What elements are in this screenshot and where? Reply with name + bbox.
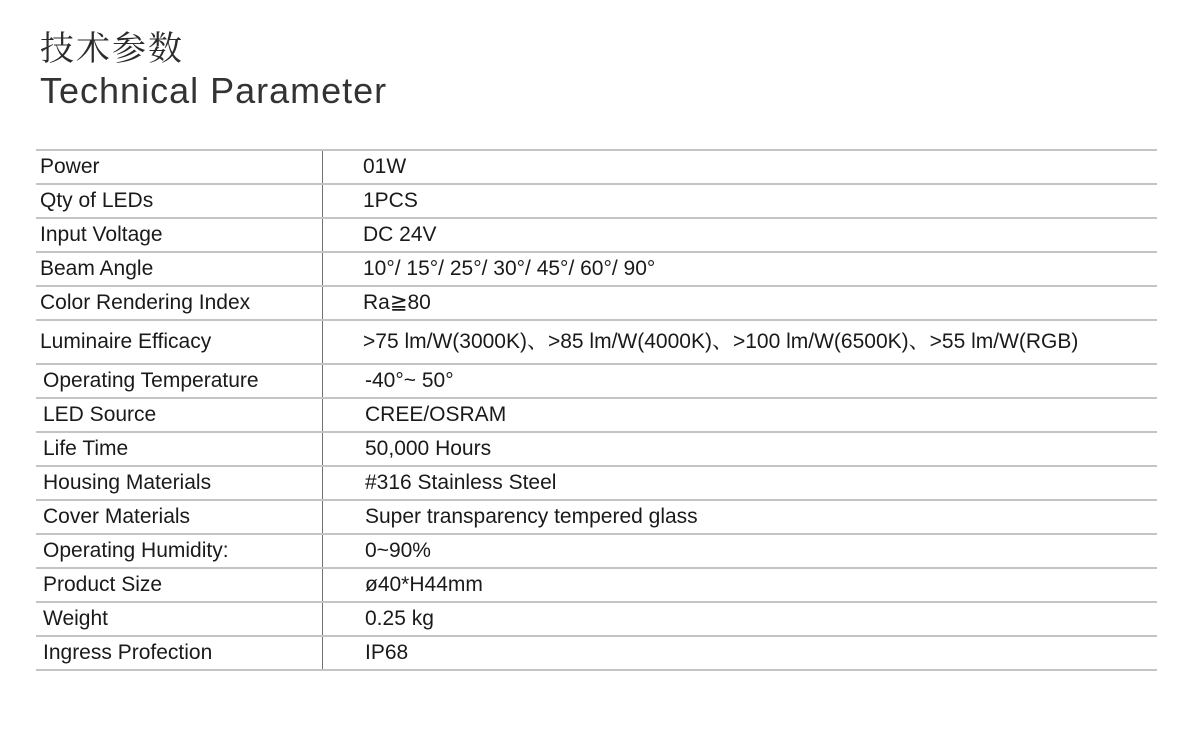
table-row-power	[36, 150, 1157, 184]
row-label: Input Voltage	[36, 218, 323, 252]
row-label: Housing Materials	[36, 466, 323, 500]
row-label: Power	[36, 150, 323, 184]
row-value: >75 lm/W(3000K)、>85 lm/W(4000K)、>100 lm/W(6500K)、>55 lm/W(RGB)	[363, 330, 1079, 353]
table-row-color-rendering-index	[36, 286, 1157, 320]
row-label: Ingress Profection	[36, 636, 323, 670]
table-row-product-size	[36, 568, 1157, 602]
row-label: Product Size	[36, 568, 323, 602]
table-row-weight	[36, 602, 1157, 636]
table-row-housing-materials	[36, 466, 1157, 500]
row-value: -40°~ 50°	[365, 369, 454, 392]
row-value: #316 Stainless Steel	[365, 471, 557, 494]
row-value: 0~90%	[365, 539, 431, 562]
row-label: Cover Materials	[36, 500, 323, 534]
row-value: Ra≧80	[363, 291, 431, 314]
row-label: Beam Angle	[36, 252, 323, 286]
row-label: Operating Humidity:	[36, 534, 323, 568]
table-row-input-voltage	[36, 218, 1157, 252]
table-row-qty-of-leds	[36, 184, 1157, 218]
row-value: DC 24V	[363, 223, 437, 246]
row-value: 1PCS	[363, 189, 418, 212]
table-row-operating-humidity	[36, 534, 1157, 568]
row-label: Life Time	[36, 432, 323, 466]
row-label: Weight	[36, 602, 323, 636]
table-row-cover-materials	[36, 500, 1157, 534]
row-label: Color Rendering Index	[36, 286, 323, 320]
technical-parameter-table	[36, 149, 1157, 671]
page-title-english: Technical Parameter	[40, 70, 388, 111]
page-title-chinese: 技术参数	[40, 29, 184, 69]
row-value: IP68	[365, 641, 409, 664]
table-row-life-time	[36, 432, 1157, 466]
row-value: 10°/ 15°/ 25°/ 30°/ 45°/ 60°/ 90°	[363, 257, 656, 280]
table-row-beam-angle	[36, 252, 1157, 286]
table-body	[36, 150, 1157, 670]
row-value: CREE/OSRAM	[365, 403, 507, 426]
table-row-led-source	[36, 398, 1157, 432]
row-label: LED Source	[36, 398, 323, 432]
row-value: Super transparency tempered glass	[365, 505, 698, 528]
row-label: Luminaire Efficacy	[36, 320, 323, 364]
row-label: Operating Temperature	[36, 364, 323, 398]
table-row-operating-temperature	[36, 364, 1157, 398]
row-value: 01W	[363, 155, 407, 178]
row-value: 0.25 kg	[365, 607, 434, 630]
row-value: 50,000 Hours	[365, 437, 492, 460]
table-row-ingress-protection	[36, 636, 1157, 670]
row-label: Qty of LEDs	[36, 184, 323, 218]
row-value: ø40*H44mm	[365, 573, 483, 596]
table-row-luminaire-efficacy	[36, 320, 1157, 364]
